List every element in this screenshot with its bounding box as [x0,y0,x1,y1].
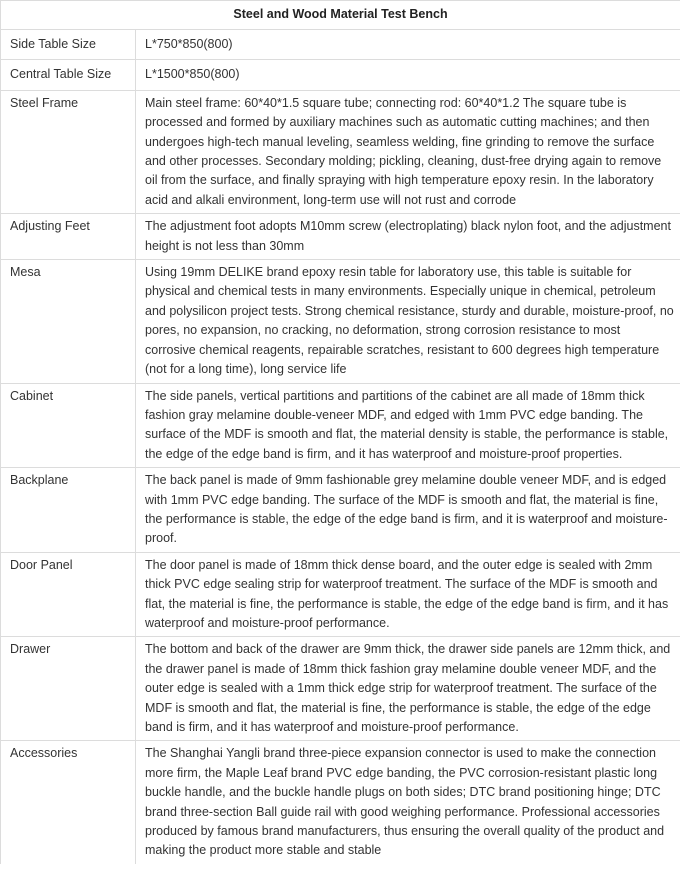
row-value: Main steel frame: 60*40*1.5 square tube; connecting rod: 60*40*1.2 The square tube is processed and formed by auxiliary machines such as automatic cutting machines; and then undergoes high-tech manual leveling, seamless welding, fine grinding to remove the surface and other processes. Secondary molding; pickling, cleaning, dust-free drying again to remove oil from the surface, and finally spraying with high temperature epoxy resin. In the laboratory acid and alkali environment, long-term use will not rust and corrode [136,90,680,213]
table-row-backplane [1,468,680,553]
row-label: Door Panel [1,552,136,637]
table-row-central-table-size [1,60,680,90]
row-label: Adjusting Feet [1,214,136,260]
row-label: Cabinet [1,383,136,468]
row-value: Using 19mm DELIKE brand epoxy resin table for laboratory use, this table is suitable for physical and chemical tests in many environments. Especially unique in chemical, petroleum and polysilicon project tests. Strong chemical resistance, sturdy and durable, moisture-proof, no pores, no expansion, no cracking, no deformation, strong corrosion resistance to most corrosive chemical reagents, repairable scratches, resistant to 600 degrees high temperature (not for a long time), long service life [136,260,680,383]
row-value: The door panel is made of 18mm thick dense board, and the outer edge is sealed with 2mm thick PVC edge sealing strip for waterproof treatment. The surface of the MDF is smooth and flat, the material is fine, the performance is stable, the edge of the edge band is firm, and it has waterproof and moisture-proof performance. [136,552,680,637]
table-row-side-table-size [1,30,680,60]
row-label: Side Table Size [1,30,136,60]
row-value: The bottom and back of the drawer are 9mm thick, the drawer side panels are 12mm thick, and the drawer panel is made of 18mm thick fashion gray melamine double veneer MDF, and the outer edge is sealed with a 1mm thick edge strip for waterproof treatment. The surface of the MDF is smooth and flat, the material is fine, the performance is stable, the edge of the edge band is firm, and it has waterproof and moisture-proof performance. [136,637,680,741]
table-row-steel-frame [1,90,680,213]
row-value: The back panel is made of 9mm fashionable grey melamine double veneer MDF, and is edged with 1mm PVC edge banding. The surface of the MDF is smooth and flat, the material is fine, the performance is stable, the edge of the edge band is firm, and it is waterproof and moisture-proof. [136,468,680,553]
row-label: Accessories [1,741,136,864]
row-value: L*750*850(800) [136,30,680,60]
table-row-accessories [1,741,680,864]
row-label: Mesa [1,260,136,383]
table-row-drawer [1,637,680,741]
row-label: Steel Frame [1,90,136,213]
row-label: Backplane [1,468,136,553]
row-value: The side panels, vertical partitions and partitions of the cabinet are all made of 18mm thick fashion gray melamine double-veneer MDF, and edged with 1mm PVC edge banding. The surface of the MDF is smooth and flat, the material density is stable, the performance is stable, the edge of the edge band is firm, and it has waterproof and moisture-proof properties. [136,383,680,468]
row-value: L*1500*850(800) [136,60,680,90]
table-row-door-panel [1,552,680,637]
row-value: The Shanghai Yangli brand three-piece expansion connector is used to make the connection more firm, the Maple Leaf brand PVC edge banding, the PVC corrosion-resistant plastic long buckle handle, and the buckle handle plugs on both sides; DTC brand positioning hinge; DTC brand three-section Ball guide rail with good weighing performance. Professional accessories produced by famous brand manufacturers, thus ensuring the overall quality of the product and making the product more stable and stable [136,741,680,864]
row-label: Drawer [1,637,136,741]
table-row-mesa [1,260,680,383]
table-row-adjusting-feet [1,214,680,260]
row-value: The adjustment foot adopts M10mm screw (electroplating) black nylon foot, and the adjustment height is not less than 30mm [136,214,680,260]
title-row [1,1,680,30]
row-label: Central Table Size [1,60,136,90]
table-row-cabinet [1,383,680,468]
table-title: Steel and Wood Material Test Bench [1,1,680,30]
